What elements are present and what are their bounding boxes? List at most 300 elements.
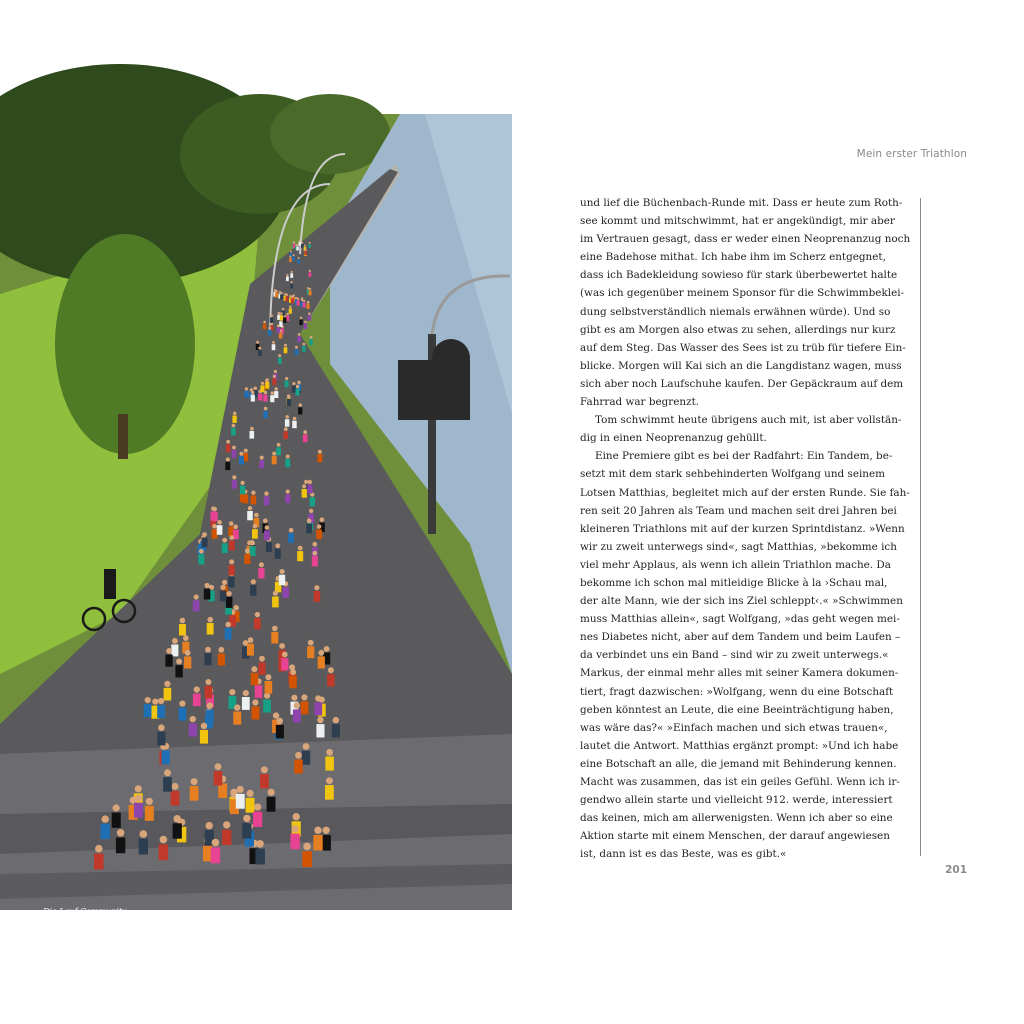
runner-head	[309, 509, 313, 513]
runner-head	[285, 415, 289, 419]
runner	[246, 798, 255, 813]
runner	[258, 662, 265, 674]
runner	[134, 803, 143, 818]
runner-head	[295, 752, 302, 759]
runner-head	[174, 815, 181, 822]
runner	[312, 556, 318, 566]
runner-head	[202, 532, 207, 537]
runner-head	[309, 242, 311, 244]
runner	[207, 623, 214, 635]
runner-head	[250, 541, 255, 546]
runner	[270, 395, 274, 402]
runner-head	[293, 417, 297, 421]
runner	[251, 495, 256, 504]
runner-head	[160, 836, 168, 844]
runner	[255, 849, 265, 865]
text-line: eine Botschaft an alle, die jemand mit Behinderung kennen.	[580, 757, 897, 770]
page-number: 201	[945, 864, 967, 876]
runner-head	[263, 321, 266, 324]
runner-head	[292, 382, 295, 385]
runner-head	[282, 308, 285, 311]
runner-head	[268, 327, 271, 330]
runner-head	[180, 618, 186, 624]
runner	[112, 813, 121, 828]
runner	[332, 724, 340, 737]
runner-head	[260, 456, 264, 460]
runner	[258, 568, 264, 578]
runner	[317, 454, 322, 462]
runner-head	[277, 324, 280, 327]
runner	[260, 774, 269, 788]
runner-head	[303, 843, 311, 851]
runner-head	[191, 778, 198, 785]
runner-head	[194, 686, 200, 692]
runner	[226, 444, 231, 452]
runner-head	[217, 520, 222, 525]
runner-head	[315, 695, 321, 701]
runner	[316, 530, 322, 540]
runner	[286, 276, 289, 281]
runner-head	[251, 666, 257, 672]
runner	[163, 777, 172, 792]
runner	[157, 705, 165, 718]
runner	[297, 551, 303, 561]
caption-line: Donau-Kanal.	[43, 960, 98, 970]
runner-head	[279, 643, 285, 649]
text-line: ren seit 20 Jahren als Team und machen seit drei Jahren bei	[580, 504, 897, 517]
runner-head	[266, 378, 269, 381]
runner-head	[229, 535, 234, 540]
runner	[202, 538, 208, 548]
runner	[297, 336, 301, 342]
runner-head	[264, 491, 268, 495]
runner	[258, 394, 262, 401]
runner-head	[309, 270, 311, 272]
runner-head	[229, 689, 235, 695]
runner	[171, 791, 180, 806]
runner-head	[287, 395, 290, 398]
runner-head	[314, 585, 319, 590]
runner	[162, 750, 170, 764]
runner-head	[293, 813, 300, 820]
runner-head	[245, 387, 248, 390]
runner	[303, 434, 308, 442]
text-line: bekomme ich schon mal mitleidige Blicke à la ›Schau mal,	[580, 576, 888, 589]
runner	[302, 851, 312, 867]
runner-head	[282, 652, 288, 658]
runner-head	[251, 391, 254, 394]
runner-head	[172, 783, 179, 790]
runner-head	[304, 245, 306, 247]
runner	[251, 395, 255, 402]
runner	[276, 725, 284, 739]
runner	[222, 543, 228, 553]
runner-head	[272, 341, 275, 344]
runner	[144, 704, 152, 717]
runner	[303, 302, 306, 307]
runner-head	[317, 524, 322, 529]
runner-head	[205, 647, 211, 653]
runner	[283, 318, 286, 324]
runner	[260, 385, 264, 392]
runner	[250, 431, 255, 439]
text-line: da verbindet uns ein Band – sind wir zu zweit unterwegs.«	[580, 649, 889, 662]
runner-head	[146, 798, 153, 805]
runner-head	[225, 622, 231, 628]
runner-head	[274, 370, 277, 373]
runner-head	[308, 640, 314, 646]
runner-head	[222, 538, 227, 543]
text-line: der alte Mann, wie der sich ins Ziel schleppt‹.« »Schwimmen	[580, 595, 903, 608]
runner-head	[289, 528, 294, 533]
runner-head	[237, 786, 244, 793]
runner	[318, 656, 325, 668]
runner	[265, 382, 269, 389]
runner-head	[290, 669, 296, 675]
runner	[179, 708, 187, 721]
runner	[184, 656, 191, 668]
runner-head	[158, 698, 164, 704]
runner-head	[326, 777, 333, 784]
runner	[275, 292, 278, 297]
runner-head	[286, 313, 289, 316]
runner	[204, 589, 211, 600]
text-line: muss Matthias allein«, sagt Wolfgang, »das geht wegen mei-	[580, 613, 900, 626]
text-line: was wäre das?« »Einfach machen und sich etwas trauen«,	[580, 721, 888, 734]
runner-head	[245, 549, 250, 554]
runner-head	[265, 674, 271, 680]
runner	[277, 328, 280, 334]
runner-head	[298, 546, 303, 551]
runner	[296, 246, 299, 250]
runner-head	[293, 242, 295, 244]
runner-head	[261, 766, 268, 773]
runner	[314, 591, 321, 602]
text-line: eine Badehose mithat. Ich habe ihm im Scherz entgegnet,	[580, 251, 886, 264]
runner-head	[324, 646, 330, 652]
runner	[294, 760, 303, 774]
runner-head	[298, 257, 300, 259]
runner-head	[229, 559, 234, 564]
runner-head	[295, 346, 298, 349]
runner	[225, 462, 230, 470]
runner	[325, 785, 334, 800]
runner-head	[244, 449, 248, 453]
runner	[290, 284, 293, 289]
runner	[247, 644, 254, 656]
runner-head	[256, 840, 264, 848]
runner-head	[275, 387, 278, 390]
runner	[299, 320, 302, 326]
runner	[239, 456, 244, 464]
runner	[267, 797, 276, 812]
runner-head	[241, 481, 245, 485]
runner	[307, 485, 312, 494]
runner	[205, 686, 213, 699]
runner	[288, 533, 294, 543]
runner	[243, 494, 248, 503]
runner-head	[233, 412, 237, 416]
runner-head	[259, 562, 264, 567]
runner-head	[286, 455, 290, 459]
runner-head	[280, 312, 283, 315]
runner	[175, 665, 182, 677]
runner	[157, 732, 165, 746]
runner	[290, 834, 299, 850]
runner-head	[307, 519, 312, 524]
runner-head	[243, 690, 249, 696]
runner	[297, 300, 300, 305]
runner	[193, 693, 201, 706]
runner	[231, 428, 236, 436]
runner-head	[164, 681, 170, 687]
runner	[290, 273, 293, 278]
runner	[275, 549, 281, 559]
runner	[314, 702, 322, 715]
caption-line: Die Lauf-Community	[43, 907, 127, 916]
runner	[285, 419, 290, 427]
runner	[204, 653, 211, 665]
runner-head	[280, 569, 285, 574]
runner-head	[232, 424, 236, 428]
runner-head	[164, 769, 171, 776]
runner-head	[278, 312, 281, 315]
runner-head	[291, 695, 297, 701]
runner	[293, 709, 301, 722]
runner	[264, 531, 270, 541]
runner-head	[158, 724, 165, 731]
runner	[190, 786, 199, 801]
runner	[232, 416, 236, 423]
text-line: Fahrrad war begrenzt.	[580, 396, 700, 409]
runner-head	[310, 336, 313, 339]
runner-head	[254, 387, 257, 390]
runner	[268, 330, 271, 336]
runner-head	[286, 294, 288, 296]
runner	[325, 757, 334, 771]
caption-line: wird von Tag zu Tag	[43, 917, 125, 927]
runner-head	[305, 249, 307, 251]
runner-head	[254, 804, 261, 811]
runner-head	[226, 440, 230, 444]
runner-head	[152, 699, 158, 705]
runner	[283, 587, 290, 598]
runner	[211, 511, 217, 520]
runner-head	[95, 845, 103, 853]
runner-head	[145, 697, 151, 703]
runner	[296, 389, 300, 396]
runner-head	[207, 617, 213, 623]
text-line: auf dem Steg. Das Wasser des Sees ist zu trüb für tiefere Ein-	[580, 341, 906, 354]
runner	[302, 751, 310, 765]
runner-head	[135, 785, 142, 792]
runner	[292, 386, 296, 393]
runner	[198, 554, 204, 564]
runner-head	[239, 452, 243, 456]
runner	[299, 242, 301, 246]
runner	[242, 823, 251, 838]
runner-head	[176, 659, 182, 665]
runner-head	[261, 382, 264, 385]
runner	[253, 812, 262, 827]
runner-head	[232, 446, 236, 450]
runner	[307, 646, 314, 658]
runner-head	[303, 743, 310, 750]
runner-head	[293, 254, 295, 256]
runner-head	[301, 242, 303, 244]
runner	[229, 565, 235, 575]
runner	[217, 525, 223, 535]
runner	[283, 431, 288, 439]
runner	[265, 681, 273, 694]
runner	[316, 724, 324, 737]
runner-head	[256, 341, 259, 344]
runner	[233, 712, 241, 725]
runner-head	[199, 549, 204, 554]
runner	[252, 529, 258, 539]
runner-head	[304, 480, 308, 484]
runner	[225, 628, 232, 640]
text-line: tiert, fragt dazwischen: »Wolfgang, wenn du eine Botschaft	[580, 685, 894, 698]
runner-head	[201, 723, 208, 730]
runner	[306, 524, 312, 534]
runner-head	[284, 427, 288, 431]
runner	[278, 358, 282, 364]
runner-head	[113, 804, 120, 811]
runner-head	[273, 375, 276, 378]
runner-head	[140, 830, 148, 838]
runner	[279, 333, 283, 339]
runner-head	[268, 789, 275, 796]
runner	[222, 830, 231, 846]
runner-head	[286, 490, 290, 494]
runner-head	[243, 815, 250, 822]
text-line: blicke. Morgen will Kai sich an die Langdistanz wagen, muss	[580, 359, 902, 372]
runner	[159, 844, 169, 860]
runner-head	[303, 343, 306, 346]
runner-head	[286, 274, 288, 276]
runner	[292, 421, 297, 429]
runner	[272, 597, 279, 608]
runner-head	[304, 321, 307, 324]
runner-head	[290, 251, 292, 253]
text-line: ist, dann ist es das Beste, was es gibt.«	[580, 848, 787, 861]
runner-head	[312, 542, 317, 547]
runner	[247, 511, 253, 520]
runner-head	[291, 825, 298, 832]
runner-head	[303, 300, 305, 302]
text-line: (was ich gegenüber meinem Sponsor für die Schwimmbeklei-	[580, 287, 905, 300]
runner	[189, 723, 197, 736]
runner	[297, 259, 300, 263]
runner	[116, 838, 125, 854]
runner-head	[258, 347, 261, 350]
runner-head	[223, 821, 230, 828]
runner	[309, 290, 312, 295]
runner-head	[318, 450, 322, 454]
runner-head	[227, 591, 232, 596]
runner	[309, 272, 312, 277]
runner-head	[326, 749, 333, 756]
runner	[101, 824, 110, 839]
runner-head	[220, 585, 225, 590]
runner	[244, 391, 248, 398]
runner	[289, 308, 292, 313]
runner	[193, 600, 200, 611]
runner	[259, 460, 264, 468]
runner	[228, 577, 234, 588]
runner	[242, 697, 250, 710]
text-line: dig in einen Neoprenanzug gehüllt.	[580, 432, 767, 445]
runner	[302, 489, 307, 498]
runner	[302, 346, 306, 352]
runner	[254, 618, 261, 629]
runner-head	[272, 626, 278, 632]
runner-head	[212, 524, 217, 529]
runner	[280, 315, 283, 320]
runner	[289, 676, 297, 689]
runner-head	[248, 637, 254, 643]
runner-head	[271, 391, 274, 394]
runner-head	[317, 717, 323, 723]
runner	[252, 706, 260, 719]
runner-head	[308, 312, 311, 315]
runner-head	[280, 292, 282, 294]
text-line: im Vertrauen gesagt, dass er weder einen Neoprenanzug noch	[580, 233, 911, 246]
runner-head	[250, 427, 254, 431]
caption-line: des Südastes am Main-	[43, 950, 138, 960]
runner-head	[289, 306, 292, 309]
runner-head	[194, 594, 199, 599]
runner-head	[312, 551, 317, 556]
text-line: das keinen, mich am allerwenigsten. Wenn ich aber so eine	[580, 812, 893, 825]
body-text	[580, 194, 911, 863]
runner-head	[247, 790, 254, 797]
runner-head	[117, 829, 125, 837]
runner	[206, 710, 214, 723]
runner-head	[328, 667, 334, 673]
runner-head	[275, 543, 280, 548]
text-line: Markus, der einmal mehr alles mit seiner Kamera dokumen-	[580, 667, 899, 680]
runner	[251, 673, 259, 685]
text-line: sich aber noch Laufschuhe kaufen. Der Gepäckraum auf dem	[580, 377, 904, 390]
runner	[289, 258, 292, 262]
runner	[304, 251, 307, 255]
runner	[266, 542, 272, 552]
text-line: dass ich Badekleidung sowieso für stark überbewertet halte	[580, 269, 898, 282]
runner	[279, 321, 282, 327]
text-line: dung selbstverständlich niemals erwähnen würde). Und so	[580, 305, 891, 318]
runner	[139, 839, 148, 855]
runner	[276, 447, 281, 455]
runner	[286, 316, 289, 321]
runner-head	[314, 827, 321, 834]
runner	[285, 459, 290, 467]
text-line: Macht was zusammen, das ist ein geiles Gefühl. Wenn ich ir-	[580, 776, 900, 788]
text-line: viel mehr Applaus, als wenn ich allein Triathlon mache. Da	[580, 558, 891, 571]
runner	[301, 244, 303, 248]
runner-head	[300, 317, 303, 320]
runner	[211, 847, 221, 863]
runner-head	[183, 635, 189, 641]
runner-head	[284, 344, 287, 347]
runner-head	[185, 650, 191, 656]
runner-head	[299, 240, 301, 242]
runner-head	[263, 518, 268, 523]
runner-head	[318, 650, 324, 656]
runner	[250, 585, 256, 596]
runner-head	[294, 702, 300, 708]
